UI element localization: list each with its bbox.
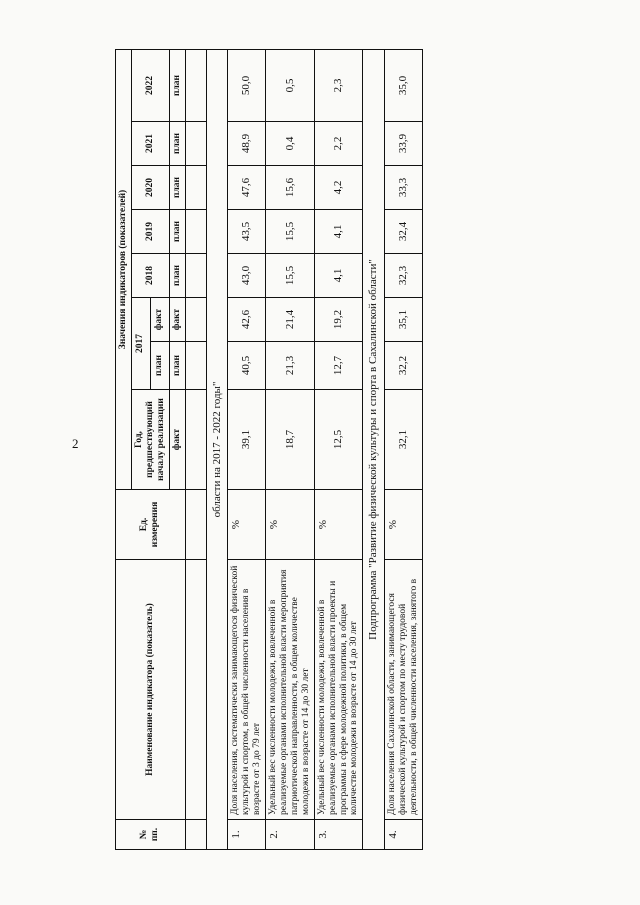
header-row-1 <box>116 49 132 849</box>
fact-2017-value: 19,2 <box>314 298 363 342</box>
row-number: 3. <box>314 820 363 850</box>
year-2020-header: 2020 <box>131 166 169 210</box>
unit-cell: % <box>385 490 423 560</box>
plan-2020-value: 4,2 <box>314 166 363 210</box>
fact-2017-value: 35,1 <box>385 298 423 342</box>
year-2019-header: 2019 <box>131 210 169 254</box>
fact-2017-header: факт <box>150 298 169 342</box>
table-row <box>314 49 363 849</box>
plan-2017-value: 40,5 <box>228 342 266 390</box>
col-no-header: № пп. <box>116 820 186 850</box>
fact-2017-sub: факт <box>169 298 185 342</box>
plan-2018-sub: план <box>169 254 185 298</box>
col-name-header: Наименование индикатора (показатель) <box>116 560 186 820</box>
plan-2021-value: 33,9 <box>385 122 423 166</box>
indicator-name: Удельный вес численности молодежи, вовлеченной в реализуемые органами исполнительной власти мероприятия патриотической направленности, в общем количестве молодежи в возрасте от 14 до 30 лет <box>266 560 315 820</box>
blank-row <box>185 49 206 849</box>
base-value: 32,1 <box>385 390 423 490</box>
plan-2018-value: 32,3 <box>385 254 423 298</box>
section-title: области на 2017 - 2022 годы" <box>206 49 228 849</box>
plan-2017-value: 12,7 <box>314 342 363 390</box>
indicators-table <box>115 49 423 850</box>
plan-2019-value: 15,5 <box>266 210 315 254</box>
plan-2021-value: 0,4 <box>266 122 315 166</box>
subprogram-title: Подпрограмма "Развитие физической культуры и спорта в Сахалинской области" <box>363 49 385 849</box>
table-row <box>228 49 266 849</box>
year-2017-header: 2017 <box>131 298 150 390</box>
col-values-header: Значения индикаторов (показателей) <box>116 49 132 489</box>
plan-2017-header: план <box>150 342 169 390</box>
col-unit-header: Ед. измерения <box>116 490 186 560</box>
fact-2017-value: 21,4 <box>266 298 315 342</box>
rotated-table-container <box>115 50 595 850</box>
plan-2022-value: 2,3 <box>314 49 363 121</box>
plan-2022-sub: план <box>169 49 185 121</box>
plan-2019-sub: план <box>169 210 185 254</box>
plan-2022-value: 50,0 <box>228 49 266 121</box>
unit-cell: % <box>228 490 266 560</box>
row-number: 1. <box>228 820 266 850</box>
fact-2017-value: 42,6 <box>228 298 266 342</box>
section-row <box>206 49 228 849</box>
plan-2018-value: 15,5 <box>266 254 315 298</box>
plan-2021-value: 2,2 <box>314 122 363 166</box>
plan-2017-sub: план <box>169 342 185 390</box>
plan-2020-value: 47,6 <box>228 166 266 210</box>
unit-cell: % <box>314 490 363 560</box>
unit-cell: % <box>266 490 315 560</box>
table-row <box>266 49 315 849</box>
plan-2020-sub: план <box>169 166 185 210</box>
plan-2020-value: 33,3 <box>385 166 423 210</box>
plan-2019-value: 43,5 <box>228 210 266 254</box>
base-value: 39,1 <box>228 390 266 490</box>
indicator-name: Доля населения, систематически занимающегося физической культурой и спортом, в общей численности населения в возрасте от 3 до 79 лет <box>228 560 266 820</box>
plan-2018-value: 43,0 <box>228 254 266 298</box>
plan-2022-value: 35,0 <box>385 49 423 121</box>
col-base-year-header: Год, предшествующий началу реализации <box>131 390 169 490</box>
plan-2020-value: 15,6 <box>266 166 315 210</box>
plan-2017-value: 21,3 <box>266 342 315 390</box>
plan-2021-sub: план <box>169 122 185 166</box>
row-number: 4. <box>385 820 423 850</box>
plan-2021-value: 48,9 <box>228 122 266 166</box>
plan-2017-value: 32,2 <box>385 342 423 390</box>
plan-2022-value: 0,5 <box>266 49 315 121</box>
base-value: 12,5 <box>314 390 363 490</box>
indicator-name: Доля населения Сахалинской области, занимающегося физической культурой и спортом по месту трудовой деятельности, в общей численности населения, занятого в <box>385 560 423 820</box>
year-2022-header: 2022 <box>131 49 169 121</box>
page-number: 2 <box>72 436 79 451</box>
year-2018-header: 2018 <box>131 254 169 298</box>
base-fact-header: факт <box>169 390 185 490</box>
section-row <box>363 49 385 849</box>
table-row <box>385 49 423 849</box>
year-2021-header: 2021 <box>131 122 169 166</box>
base-value: 18,7 <box>266 390 315 490</box>
plan-2018-value: 4,1 <box>314 254 363 298</box>
indicator-name: Удельный вес численности молодежи, вовлеченной в реализуемые органами исполнительной власти проекты и программы в сфере молодежной политики, в общем количестве молодежи в возрасте от 14 до 30 лет <box>314 560 363 820</box>
row-number: 2. <box>266 820 315 850</box>
plan-2019-value: 32,4 <box>385 210 423 254</box>
plan-2019-value: 4,1 <box>314 210 363 254</box>
